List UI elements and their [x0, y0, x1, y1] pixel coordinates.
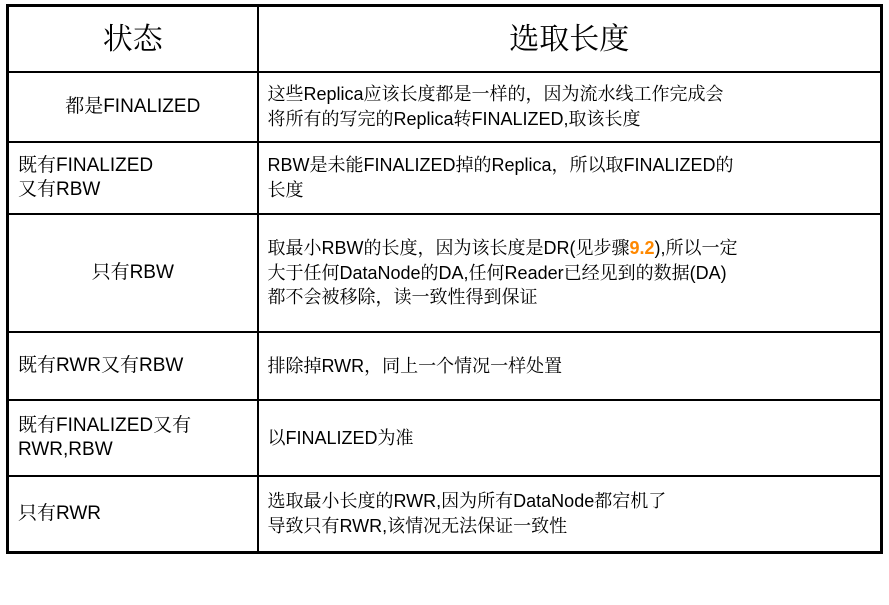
- length-cell-5: 以FINALIZED为准: [258, 400, 882, 476]
- length-text: ),所以一定: [654, 237, 738, 258]
- length-cell-1: [258, 72, 882, 142]
- length-line: 长度: [267, 180, 304, 200]
- state-length-table: [6, 4, 883, 554]
- length-line: 导致只有RWR,该情况无法保证一致性: [267, 516, 568, 536]
- length-line: [268, 236, 872, 261]
- length-cell-2: [258, 142, 882, 214]
- length-text: 取最小RBW的长度，因为该长度是DR(见步骤: [267, 237, 630, 258]
- length-cell-6: [258, 476, 882, 553]
- state-cell-3: 只有RBW: [8, 214, 258, 332]
- table-header-row: [8, 6, 882, 73]
- table-row: [8, 72, 882, 142]
- table-row: [8, 400, 882, 476]
- state-line: 又有RBW: [18, 179, 101, 200]
- header-length: 选取长度: [258, 6, 882, 73]
- table-row: [8, 214, 882, 332]
- state-line: 既有FINALIZED又有: [18, 414, 192, 436]
- state-cell-6: 只有RWR: [8, 476, 258, 553]
- state-cell-5: [8, 400, 258, 476]
- step-reference: 9.2: [629, 237, 655, 258]
- state-cell-1: 都是FINALIZED: [8, 72, 258, 142]
- length-line: 选取最小长度的RWR,因为所有DataNode都宕机了: [267, 491, 667, 512]
- table-row: [8, 332, 882, 400]
- length-line: 这些Replica应该长度都是一样的，因为流水线工作完成会: [267, 84, 724, 105]
- length-line: 大于任何DataNode的DA,任何Reader已经见到的数据(DA): [267, 262, 727, 283]
- length-line: RBW是未能FINALIZED掉的Replica，所以取FINALIZED的: [267, 155, 734, 176]
- state-cell-2: [8, 142, 258, 214]
- length-line: 将所有的写完的Replica转FINALIZED,取该长度: [267, 109, 641, 129]
- length-cell-3: [258, 214, 882, 332]
- length-line: 都不会被移除，读一致性得到保证: [267, 287, 538, 308]
- state-cell-4: 既有RWR又有RBW: [8, 332, 258, 400]
- table-row: [8, 142, 882, 214]
- length-cell-4: 排除掉RWR，同上一个情况一样处置: [258, 332, 882, 400]
- table-header: [8, 6, 882, 73]
- table-body: [8, 72, 882, 553]
- table-row: [8, 476, 882, 553]
- state-line: 既有FINALIZED: [18, 154, 154, 176]
- header-state: 状态: [8, 6, 258, 73]
- state-line: RWR,RBW: [18, 439, 113, 460]
